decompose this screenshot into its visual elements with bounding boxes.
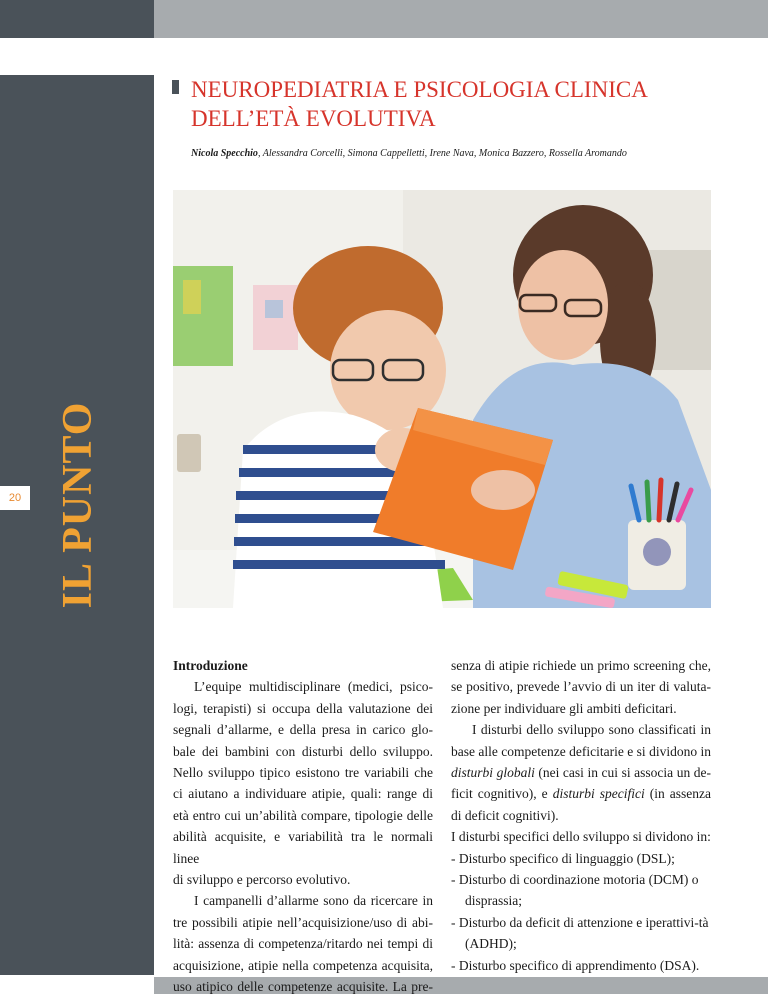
emphasis-text: disturbi specifici [552, 786, 645, 802]
top-bar-light [154, 0, 768, 38]
text-line: ci aiutano a individuare atipie, quali: range di [173, 786, 433, 802]
text-line: logi, terapisti) si occupa della valutazione dei [173, 700, 433, 716]
text-line: I disturbi dello sviluppo sono classificati in [472, 722, 711, 738]
title-line-1: NEUROPEDIATRIA E PSICOLOGIA CLINICA [191, 77, 648, 102]
text-line [451, 762, 711, 783]
emphasis-text: disturbi globali [451, 765, 535, 781]
photo-illustration [173, 190, 711, 608]
text-line: base alle competenze deficitarie e si dividono in [451, 743, 711, 759]
text-column-right [451, 655, 711, 976]
section-heading: Introduzione [173, 658, 248, 673]
text-line [451, 783, 711, 804]
list-item: - Disturbo specifico di linguaggio (DSL); [451, 850, 675, 866]
text-line: se positivo, prevede l’avvio di un iter di valuta- [451, 679, 711, 695]
text-line: di sviluppo e percorso evolutivo. [173, 872, 351, 888]
top-bar-dark [0, 0, 154, 38]
text-line: I disturbi specifici dello sviluppo si dividono in: [451, 829, 711, 845]
text-line: tre possibili atipie nell’acquisizione/uso di abi- [173, 914, 433, 930]
author-list [191, 148, 751, 159]
title-line-2: DELL’ETÀ EVOLUTIVA [191, 106, 436, 131]
text-line: segnali d’allarme, e della presa in carico glo- [173, 722, 433, 738]
title-marker [172, 80, 179, 94]
article-photo [173, 190, 711, 608]
co-authors: , Alessandra Corcelli, Simona Cappelletti, Irene Nava, Monica Bazzero, Rossella Aromando [257, 148, 627, 159]
text-line: di deficit cognitivi). [451, 807, 559, 823]
list-item: - Disturbo da deficit di attenzione e iperattivi-tà (ADHD); [451, 914, 709, 952]
text-line: acquisizione, atipie nella competenza acquisita, [173, 957, 433, 973]
text-line: Nello sviluppo tipico esistono tre variabili che [173, 765, 433, 781]
text-span: ficit cognitivo), e [451, 786, 553, 802]
text-line: zione per individuare gli ambiti deficitari. [451, 700, 677, 716]
text-line: abilità acquisite, e variabilità tra le normali linee [173, 829, 433, 866]
text-line: bale dei bambini con disturbi dello sviluppo. [173, 743, 433, 759]
text-line: età entro cui un’abilità compare, tipologie delle [173, 807, 433, 823]
text-column-left [173, 655, 433, 998]
list-item: - Disturbo specifico di apprendimento (DSA). [451, 957, 700, 973]
page-number: 20 [0, 486, 30, 510]
lead-author: Nicola Specchio [191, 148, 258, 159]
text-span: (in assenza [644, 786, 711, 802]
section-label: IL PUNTO [55, 401, 101, 609]
text-line: uso atipico delle competenze acquisite. La pre- [173, 979, 433, 995]
article-title [191, 75, 751, 133]
text-line: senza di atipie richiede un primo screening che, [451, 658, 711, 673]
text-line: lità: assenza di competenza/ritardo nei tempi di [173, 936, 433, 952]
list-item: - Disturbo di coordinazione motoria (DCM) o disprassia; [451, 872, 699, 909]
text-line: I campanelli d’allarme sono da ricercare in [194, 893, 433, 909]
text-line: L’equipe multidisciplinare (medici, psico- [194, 679, 433, 695]
text-span: (nei casi in cui si associa un de- [534, 765, 711, 781]
